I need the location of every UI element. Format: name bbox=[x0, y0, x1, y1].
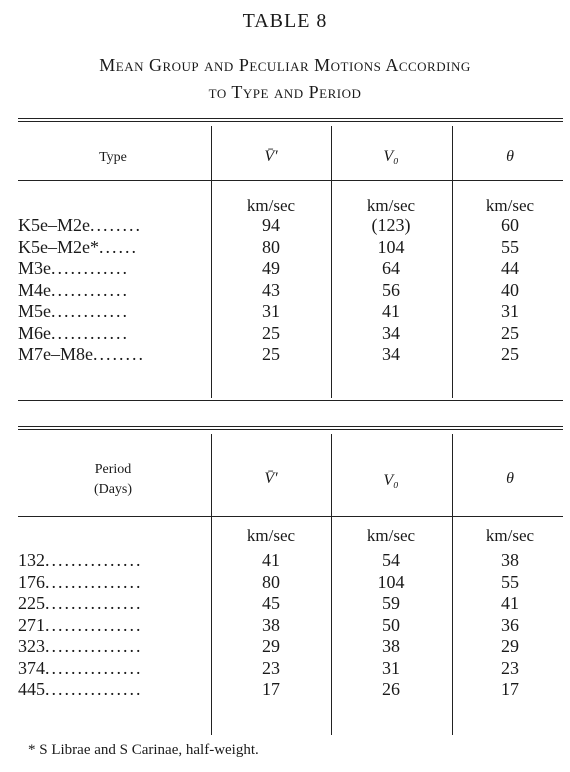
theta-cell: 25 bbox=[501, 344, 519, 364]
v0-cell: 38 bbox=[382, 636, 400, 656]
v0-cell: 104 bbox=[377, 571, 405, 592]
leader-dots: ............... bbox=[45, 614, 143, 635]
row-label-text: 225 bbox=[18, 593, 45, 613]
caption-line-1: Mean Group and Peculiar Motions According bbox=[99, 55, 471, 75]
row-label-text: 271 bbox=[18, 614, 45, 635]
header-rule bbox=[18, 516, 563, 517]
type-header: Type bbox=[99, 150, 127, 165]
row-label bbox=[18, 615, 208, 636]
vbar-header: V̄′ bbox=[264, 148, 278, 165]
row-label bbox=[18, 593, 208, 614]
type-table bbox=[18, 118, 563, 403]
leader-dots: ............... bbox=[45, 657, 143, 678]
leader-dots: ............... bbox=[45, 593, 143, 613]
row-label bbox=[18, 636, 208, 657]
caption-line-2: to Type and Period bbox=[208, 82, 362, 102]
v0-header: V₀ bbox=[383, 472, 399, 489]
table-title: TABLE 8 bbox=[242, 10, 328, 32]
leader-dots: ............ bbox=[51, 258, 129, 278]
v0-cell: 31 bbox=[382, 657, 400, 678]
v0-cell: 26 bbox=[382, 679, 400, 699]
v0-cell: 41 bbox=[382, 301, 400, 321]
leader-dots: ............... bbox=[45, 550, 143, 570]
vbar-cell: 25 bbox=[262, 344, 280, 364]
row-label bbox=[18, 280, 208, 301]
vbar-cell: 94 bbox=[262, 215, 280, 235]
theta-cell: 36 bbox=[501, 614, 519, 635]
leader-dots: ............... bbox=[45, 679, 143, 699]
column-divider bbox=[452, 126, 453, 398]
leader-dots: ...... bbox=[98, 236, 138, 257]
leader-dots: ........ bbox=[93, 344, 145, 364]
theta-cell: 29 bbox=[501, 636, 519, 656]
theta-cell: 44 bbox=[501, 258, 519, 278]
theta-cell: 31 bbox=[501, 301, 519, 321]
row-label-text: 323 bbox=[18, 636, 45, 656]
v0-cell: 34 bbox=[382, 344, 400, 364]
leader-dots: ............ bbox=[51, 301, 129, 321]
row-label-text: 445 bbox=[18, 679, 45, 699]
leader-dots: ............ bbox=[51, 279, 129, 300]
top-double-rule bbox=[18, 118, 563, 122]
v0-cell: 50 bbox=[382, 614, 400, 635]
vbar-cell: 41 bbox=[262, 550, 280, 570]
footnote: * S Librae and S Carinae, half-weight. bbox=[28, 742, 259, 758]
vbar-cell: 17 bbox=[262, 679, 280, 699]
vbar-cell: 29 bbox=[262, 636, 280, 656]
v0-cell: 56 bbox=[382, 279, 400, 300]
v0-cell: 59 bbox=[382, 593, 400, 613]
period-header-line-2: (Days) bbox=[93, 482, 133, 497]
row-label bbox=[18, 301, 208, 322]
unit-label: km/sec bbox=[366, 526, 416, 545]
v0-cell: (123) bbox=[371, 215, 411, 235]
v0-cell: 54 bbox=[382, 550, 400, 570]
theta-cell: 25 bbox=[501, 322, 519, 343]
theta-cell: 55 bbox=[501, 571, 519, 592]
row-label bbox=[18, 550, 208, 571]
row-label-text: K5e–M2e* bbox=[18, 236, 99, 257]
column-divider bbox=[331, 434, 332, 735]
unit-label: km/sec bbox=[246, 196, 296, 215]
vbar-cell: 31 bbox=[262, 301, 280, 321]
theta-cell: 40 bbox=[501, 279, 519, 300]
header-rule bbox=[18, 180, 563, 181]
v0-cell: 34 bbox=[382, 322, 400, 343]
theta-cell: 38 bbox=[501, 550, 519, 570]
leader-dots: ............... bbox=[45, 571, 143, 592]
row-label bbox=[18, 323, 208, 344]
v0-cell: 64 bbox=[382, 258, 400, 278]
row-label bbox=[18, 658, 208, 679]
vbar-cell: 43 bbox=[262, 279, 280, 300]
row-label-text: M6e bbox=[18, 322, 51, 343]
row-label bbox=[18, 237, 208, 258]
unit-label: km/sec bbox=[485, 196, 535, 215]
vbar-cell: 80 bbox=[262, 571, 280, 592]
vbar-cell: 49 bbox=[262, 258, 280, 278]
bottom-rule bbox=[18, 400, 563, 401]
top-double-rule bbox=[18, 426, 563, 430]
v0-cell: 104 bbox=[377, 236, 405, 257]
unit-label: km/sec bbox=[246, 526, 296, 545]
leader-dots: ........ bbox=[89, 215, 142, 235]
vbar-cell: 38 bbox=[262, 614, 280, 635]
table-caption bbox=[0, 52, 570, 106]
column-divider bbox=[331, 126, 332, 398]
row-label bbox=[18, 258, 208, 279]
row-label bbox=[18, 344, 208, 365]
theta-cell: 17 bbox=[501, 679, 519, 699]
row-label-text: M3e bbox=[18, 258, 51, 278]
leader-dots: ............... bbox=[45, 636, 143, 656]
row-label bbox=[18, 572, 208, 593]
theta-cell: 55 bbox=[501, 236, 519, 257]
theta-header: θ bbox=[506, 470, 514, 487]
period-header-line-1: Period bbox=[94, 462, 132, 477]
row-label-text: M4e bbox=[18, 279, 51, 300]
vbar-cell: 45 bbox=[262, 593, 280, 613]
theta-cell: 60 bbox=[501, 215, 519, 235]
row-label-text: K5e–M2e bbox=[18, 215, 90, 235]
v0-header: V₀ bbox=[383, 148, 399, 165]
theta-cell: 23 bbox=[501, 657, 519, 678]
period-header bbox=[68, 460, 158, 500]
column-divider bbox=[452, 434, 453, 735]
row-label bbox=[18, 215, 208, 236]
row-label-text: M7e–M8e bbox=[18, 344, 93, 364]
row-label-text: 176 bbox=[18, 571, 45, 592]
vbar-header: V̄′ bbox=[264, 470, 278, 487]
theta-header: θ bbox=[506, 148, 514, 165]
row-label bbox=[18, 679, 208, 700]
vbar-cell: 80 bbox=[262, 236, 280, 257]
row-label-text: M5e bbox=[18, 301, 51, 321]
column-divider bbox=[211, 434, 212, 735]
row-label-text: 374 bbox=[18, 657, 45, 678]
theta-cell: 41 bbox=[501, 593, 519, 613]
vbar-cell: 23 bbox=[262, 657, 280, 678]
vbar-cell: 25 bbox=[262, 322, 280, 343]
period-table bbox=[18, 426, 563, 738]
leader-dots: ............ bbox=[51, 322, 129, 343]
row-label-text: 132 bbox=[18, 550, 45, 570]
unit-label: km/sec bbox=[366, 196, 416, 215]
column-divider bbox=[211, 126, 212, 398]
unit-label: km/sec bbox=[485, 526, 535, 545]
